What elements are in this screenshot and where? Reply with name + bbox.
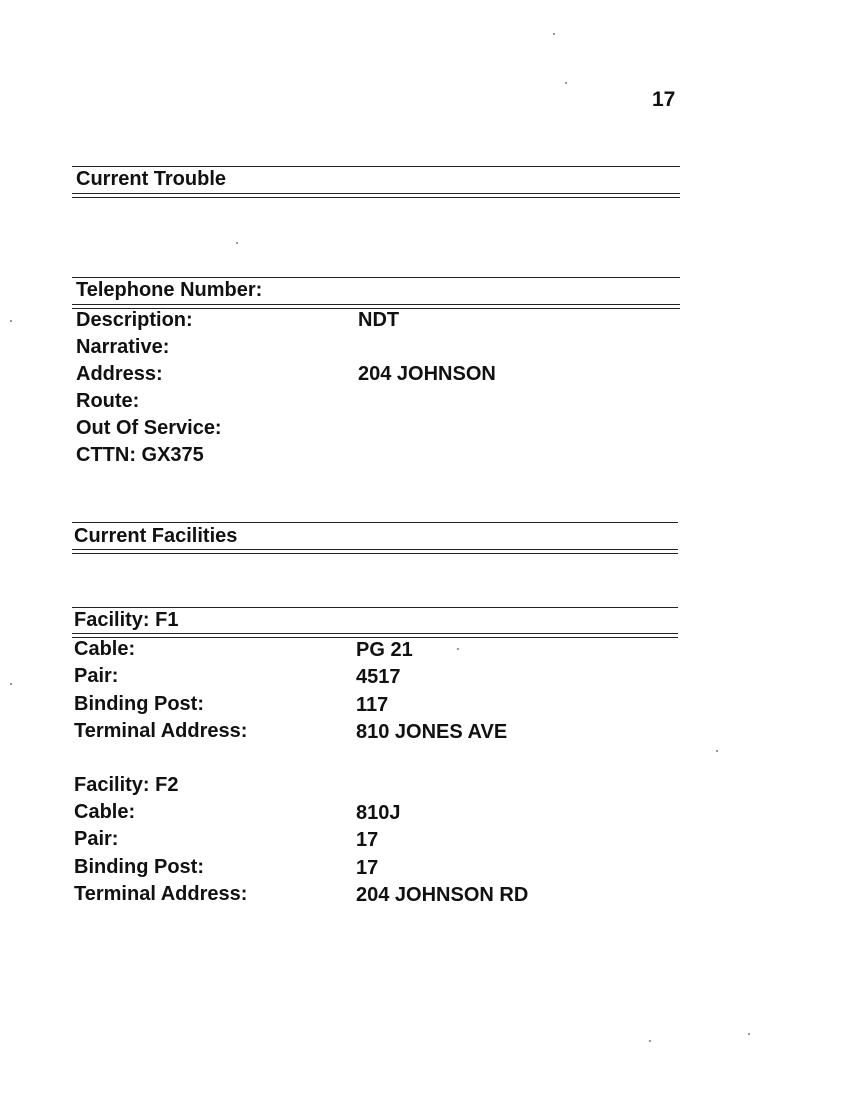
- section-rule-top: [72, 166, 680, 167]
- scan-speck: [565, 82, 567, 84]
- section-rule-bottom: [72, 633, 678, 638]
- out-of-service-label: Out Of Service:: [76, 417, 222, 439]
- f2-binding-post-value: 17: [356, 857, 379, 879]
- scan-speck: [236, 242, 238, 244]
- f1-binding-post-value: 117: [356, 694, 389, 716]
- f1-pair-value: 4517: [356, 666, 401, 688]
- scan-speck: [10, 320, 12, 322]
- scan-speck: [716, 750, 718, 752]
- scan-speck: [748, 1033, 750, 1035]
- section-rule-top: [72, 522, 678, 523]
- section-rule-bottom: [72, 549, 678, 554]
- section-rule-top: [72, 277, 680, 278]
- section-rule-bottom: [72, 193, 680, 198]
- f1-cable-value: PG 21: [356, 639, 413, 661]
- scan-speck: [457, 648, 459, 650]
- section-rule-top: [72, 607, 678, 608]
- f2-terminal-address-value: 204 JOHNSON RD: [356, 884, 529, 906]
- f2-terminal-address-label: Terminal Address:: [74, 883, 248, 905]
- cttn-label: CTTN: GX375: [76, 444, 204, 466]
- f2-pair-label: Pair:: [74, 828, 119, 850]
- f2-pair-value: 17: [356, 829, 379, 851]
- f1-cable-label: Cable:: [74, 638, 136, 660]
- narrative-label: Narrative:: [76, 336, 170, 358]
- f1-terminal-address-label: Terminal Address:: [74, 720, 248, 742]
- f1-terminal-address-value: 810 JONES AVE: [356, 721, 508, 743]
- address-value: 204 JOHNSON: [358, 363, 496, 385]
- facility-f1-heading: Facility: F1: [74, 609, 179, 631]
- scan-speck: [649, 1040, 651, 1042]
- scan-speck: [10, 683, 12, 685]
- page-number: 17: [652, 88, 676, 111]
- current-facilities-heading: Current Facilities: [74, 525, 238, 547]
- scan-speck: [553, 33, 555, 35]
- f2-cable-value: 810J: [356, 802, 401, 824]
- facility-f2-heading: Facility: F2: [74, 774, 179, 796]
- address-label: Address:: [76, 363, 163, 385]
- f1-pair-label: Pair:: [74, 665, 119, 687]
- description-value: NDT: [358, 309, 400, 331]
- f1-binding-post-label: Binding Post:: [74, 693, 204, 715]
- f2-cable-label: Cable:: [74, 801, 136, 823]
- route-label: Route:: [76, 390, 140, 412]
- current-trouble-heading: Current Trouble: [76, 168, 227, 190]
- f2-binding-post-label: Binding Post:: [74, 856, 204, 878]
- description-label: Description:: [76, 309, 193, 331]
- telephone-number-heading: Telephone Number:: [76, 279, 263, 301]
